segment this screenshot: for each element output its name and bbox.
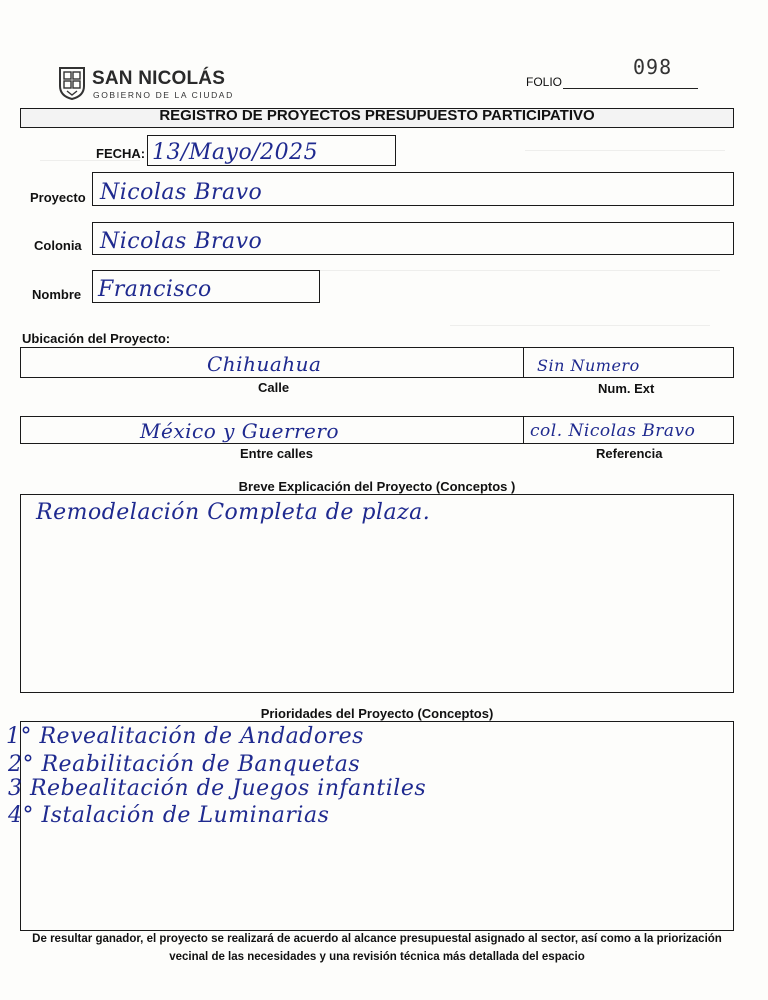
bleed-through-line bbox=[450, 325, 710, 326]
fecha-label: FECHA: bbox=[96, 146, 146, 161]
prioridades-label: Prioridades del Proyecto (Conceptos) bbox=[260, 706, 494, 721]
brand-name: SAN NICOLÁS bbox=[92, 68, 226, 89]
ubicacion-label: Ubicación del Proyecto: bbox=[22, 331, 171, 346]
brand-tagline: GOBIERNO DE LA CIUDAD bbox=[93, 90, 234, 100]
folio-line bbox=[563, 88, 698, 89]
nombre-label: Nombre bbox=[32, 287, 82, 302]
folio-number: 098 bbox=[633, 55, 673, 79]
footer-note-line1: De resultar ganador, el proyecto se realizará de acuerdo al alcance presupuestal asignado al sector, así como a la priorización bbox=[32, 933, 722, 945]
footer-note-line2: vecinal de las necesidades y una revisión técnica más detallada del espacio bbox=[169, 951, 585, 963]
explicacion-value: Remodelación Completa de plaza. bbox=[36, 500, 431, 525]
colonia-label: Colonia bbox=[34, 238, 82, 253]
prioridad-item: 3 Rebealitación de Juegos infantiles bbox=[8, 776, 427, 801]
entre-calles-label: Entre calles bbox=[240, 446, 313, 461]
prioridad-item: 4° Istalación de Luminarias bbox=[8, 803, 330, 828]
colonia-value: Nicolas Bravo bbox=[100, 229, 263, 254]
proyecto-value: Nicolas Bravo bbox=[100, 180, 263, 205]
num-ext-label: Num. Ext bbox=[598, 381, 655, 396]
shield-icon bbox=[58, 66, 86, 100]
referencia-value: col. Nicolas Bravo bbox=[530, 421, 696, 441]
city-logo bbox=[58, 66, 86, 100]
num-ext-value: Sin Numero bbox=[537, 356, 640, 375]
bleed-through-line bbox=[525, 150, 725, 151]
proyecto-label: Proyecto bbox=[30, 190, 86, 205]
prioridad-item: 1° Revealitación de Andadores bbox=[6, 724, 364, 749]
calle-value: Chihuahua bbox=[207, 352, 322, 376]
form-title: REGISTRO DE PROYECTOS PRESUPUESTO PARTICIPATIVO bbox=[159, 107, 595, 124]
fecha-value: 13/Mayo/2025 bbox=[152, 140, 319, 165]
calle-label: Calle bbox=[258, 380, 290, 395]
entre-calles-value: México y Guerrero bbox=[140, 419, 339, 443]
referencia-label: Referencia bbox=[596, 446, 663, 461]
prioridad-item: 2° Reabilitación de Banquetas bbox=[8, 752, 361, 777]
explicacion-label: Breve Explicación del Proyecto (Conceptos ) bbox=[238, 479, 516, 494]
nombre-value: Francisco bbox=[98, 277, 212, 302]
folio-label: FOLIO bbox=[526, 75, 563, 89]
